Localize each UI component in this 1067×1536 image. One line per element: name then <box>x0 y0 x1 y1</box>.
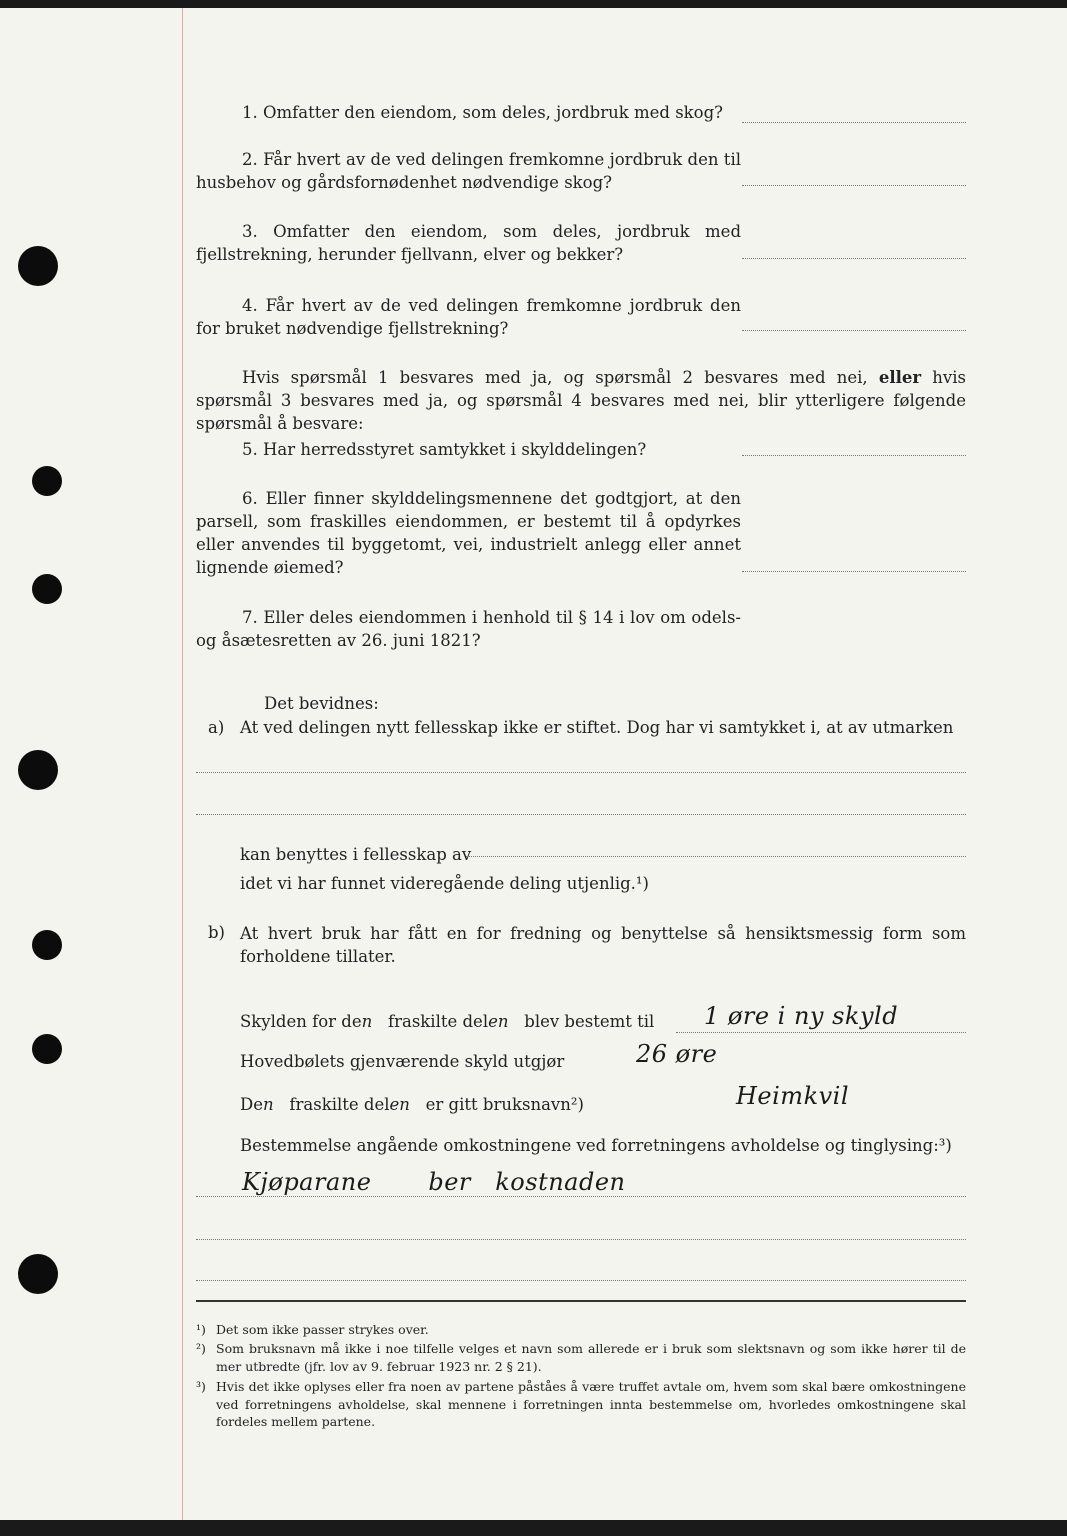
footnote-divider <box>196 1300 966 1302</box>
conditional-paragraph: Hvis spørsmål 1 besvares med ja, og spørsmål 2 besvares med nei, eller hvis spørsmål 3 besvares med ja, og spørsmål 4 besvares med nei, blir ytterligere følgende spørsmål å besvare: <box>196 368 966 433</box>
item-a-text: At ved delingen nytt fellesskap ikke er stiftet. Dog har vi samtykket i, at av utmarken <box>240 718 954 737</box>
bestemmelse-label: Bestemmelse angående omkostningene ved forretningens avholdelse og tinglysing:³) <box>240 1136 952 1155</box>
footnote-3: ³) Hvis det ikke oplyses eller fra noen av partene påståes å være truffet avtale om, hvem som skal bære omkostningene ved forretningens avholdelse, skal mennene i forretningen innta bestemmelse om, hvorledes omkostningene skal fordeles mellem partene. <box>196 1379 966 1429</box>
document-page <box>0 8 1067 1520</box>
skyld-value: 1 øre i ny skyld <box>704 1002 899 1030</box>
footnote-1: ¹) Det som ikke passer strykes over. <box>196 1322 429 1337</box>
punch-hole <box>18 246 58 286</box>
answer-line-4[interactable] <box>742 330 966 331</box>
question-6 <box>196 487 741 579</box>
hovedbol-value: 26 øre <box>636 1040 718 1068</box>
item-b-label: b) <box>208 923 225 942</box>
question-7 <box>196 606 741 652</box>
question-number: 2. <box>242 150 258 169</box>
shared-use-label: kan benyttes i fellesskap av <box>240 845 472 864</box>
certify-heading: Det bevidnes: <box>264 694 379 713</box>
question-text: Har herredsstyret samtykket i skylddelingen? <box>263 440 647 459</box>
blank-line[interactable] <box>196 772 966 773</box>
answer-line-6[interactable] <box>742 571 966 572</box>
found-text: idet vi har funnet videregående deling utjenlig.¹) <box>240 874 649 893</box>
blank-line[interactable] <box>196 1239 966 1240</box>
bruksnavn-value: Heimkvil <box>736 1082 850 1110</box>
shared-use-line[interactable] <box>466 856 966 857</box>
hovedbol-label: Hovedbølets gjenværende skyld utgjør <box>240 1052 565 1071</box>
question-5 <box>196 438 741 461</box>
answer-line-1[interactable] <box>742 122 966 123</box>
emphasis-eller: eller <box>878 368 922 387</box>
answer-line-3[interactable] <box>742 258 966 259</box>
question-number: 7. <box>242 608 258 627</box>
question-text: Omfatter den eiendom, som deles, jordbruk med fjellstrekning, herunder fjellvann, elver og bekker? <box>196 222 742 264</box>
question-1 <box>196 101 756 124</box>
question-3 <box>196 220 741 266</box>
punch-hole <box>32 466 62 496</box>
blank-line[interactable] <box>196 814 966 815</box>
punch-hole <box>18 750 58 790</box>
punch-hole <box>18 1254 58 1294</box>
item-a-label: a) <box>208 718 225 737</box>
blank-line[interactable] <box>196 1280 966 1281</box>
footnote-2: ²) Som bruksnavn må ikke i noe tilfelle velges et navn som allerede er i bruk som slektsnavn og som ikke hører til de mer utbredte (jfr. lov av 9. februar 1923 nr. 2 § 21). <box>196 1341 966 1374</box>
question-number: 5. <box>242 440 258 459</box>
punch-hole <box>32 574 62 604</box>
question-number: 6. <box>242 489 258 508</box>
question-number: 1. <box>242 103 258 122</box>
answer-line-5[interactable] <box>742 455 966 456</box>
question-text: Eller deles eiendommen i henhold til § 14 i lov om odels- og åsætesretten av 26. juni 1821? <box>196 608 741 650</box>
punch-hole <box>32 1034 62 1064</box>
blank-line[interactable] <box>196 1196 966 1197</box>
question-number: 3. <box>242 222 258 241</box>
answer-line-2[interactable] <box>742 185 966 186</box>
question-text: Eller finner skylddelingsmennene det godtgjort, at den parsell, som fraskilles eiendommen, er bestemt til å opdyrkes eller anvendes til byggetomt, vei, industrielt anlegg eller annet lignende øiemed? <box>196 489 741 577</box>
question-number: 4. <box>242 296 258 315</box>
skyld-line[interactable] <box>676 1032 966 1033</box>
question-text: Omfatter den eiendom, som deles, jordbruk med skog? <box>263 103 724 122</box>
question-4 <box>196 294 741 340</box>
question-2 <box>196 148 741 194</box>
punch-hole <box>32 930 62 960</box>
item-b-text: At hvert bruk har fått en for fredning og benyttelse så hensiktsmessig form som forholdene tillater. <box>240 924 966 966</box>
bruksnavn-label: Den fraskilte delen er gitt bruksnavn²) <box>240 1095 584 1114</box>
question-text: Får hvert av de ved delingen fremkomne jordbruk den for bruket nødvendige fjellstrekning? <box>196 296 742 338</box>
margin-line <box>182 8 183 1520</box>
bestemmelse-value: Kjøparane ber kostnaden <box>242 1168 626 1196</box>
question-text: Får hvert av de ved delingen fremkomne jordbruk den til husbehov og gårdsfornødenhet nødvendige skog? <box>196 150 741 192</box>
skyld-label: Skylden for den fraskilte delen blev bestemt til <box>240 1012 655 1031</box>
